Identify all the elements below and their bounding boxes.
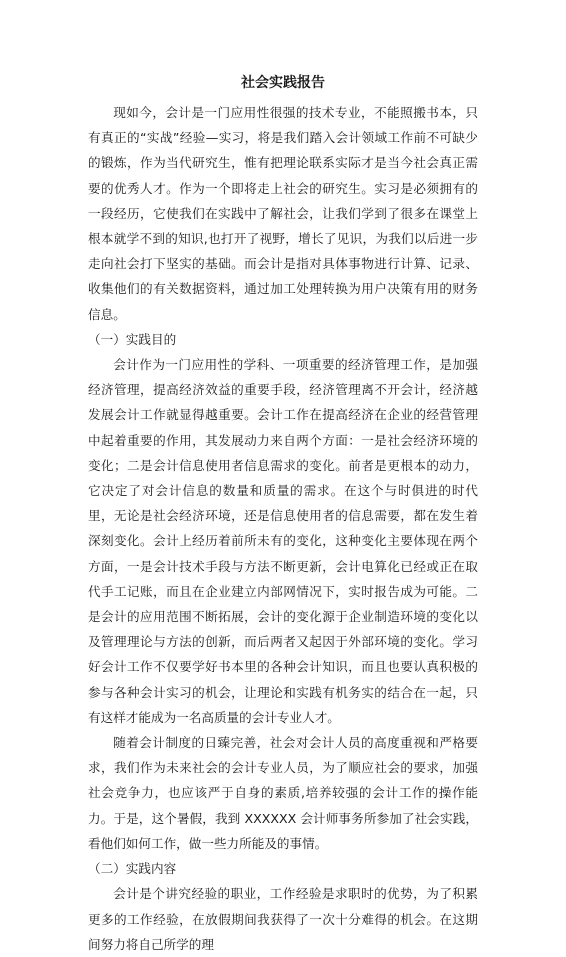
section-heading-purpose: （一）实践目的 [88, 331, 177, 347]
purpose-paragraph-1: 会计作为一门应用性的学科、一项重要的经济管理工作，是加强经济管理，提高经济效益的重要手段，经济管理离不开会计，经济越发展会计工作就显得越重要。会计工作在提高经济在企业的经营管理中起着重要的作用，其发展动力来自两个方面：一是社会经济环境的变化；二是会计信息使用者信息需求的变化。前者是更根本的动力，它决定了对会计信息的数量和质量的需求。在这个与时俱进的时代里，无论是社会经济环境，还是信息使用者的信息需要，都在发生着深刻变化。会计上经历着前所未有的变化，这种变化主要体现在两个方面，一是会计技术手段与方法不断更新，会计电算化已经或正在取代手工记账，而且在企业建立内部网情况下，实时报告成为可能。二是会计的应用范围不断拓展，会计的变化源于企业制造环境的变化以及管理理论与方法的创新，而后两者又起因于外部环境的变化。学习好会计工作不仅要学好书本里的各种会计知识，而且也要认真积极的参与各种会计实习的机会，让理论和实践有机务实的结合在一起，只有这样才能成为一名高质量的会计专业人才。 [88, 357, 478, 725]
section-heading-content: （二）实践内容 [88, 861, 177, 877]
content-paragraph-1: 会计是个讲究经验的职业，工作经验是求职时的优势，为了积累更多的工作经验，在放假期间我获得了一次十分难得的机会。在这期间努力将自己所学的理 [88, 886, 478, 952]
intro-paragraph: 现如今，会计是一门应用性很强的技术专业，不能照搬书本，只有真正的“实战”经验—实习，将是我们踏入会计领域工作前不可缺少的锻炼，作为当代研究生，惟有把理论联系实际才是当今社会真正需要的优秀人才。作为一个即将走上社会的研究生。实习是必须拥有的一段经历，它使我们在实践中了解社会，让我们学到了很多在课堂上根本就学不到的知识,也打开了视野，增长了见识，为我们以后进一步走向社会打下坚实的基础。而会计是指对具体事物进行计算、记录、收集他们的有关数据资料，通过加工处理转换为用户决策有用的财务信息。 [88, 105, 478, 322]
purpose-paragraph-2: 随着会计制度的日臻完善，社会对会计人员的高度重视和严格要求，我们作为未来社会的会计专业人员，为了顺应社会的要求，加强社会竞争力，也应该严于自身的素质,培养较强的会计工作的操作能力。于是，这个暑假，我到 XXXXXX 会计师事务所参加了社会实践，看他们如何工作，做一些力所能及的事情。 [88, 735, 478, 851]
document-title: 社会实践报告 [241, 75, 325, 91]
